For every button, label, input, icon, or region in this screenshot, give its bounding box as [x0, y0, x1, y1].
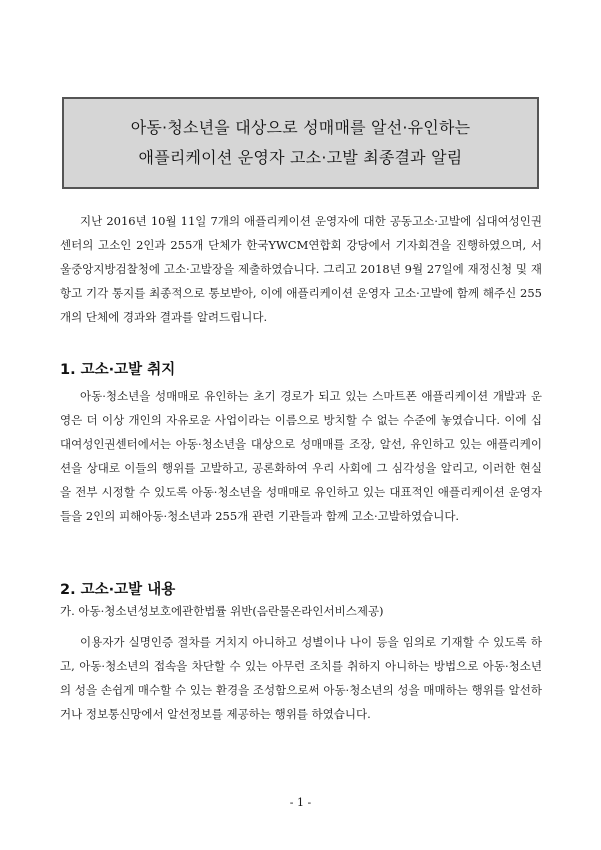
page-number: - 1 -	[289, 796, 312, 809]
section-1-heading: 1. 고소·고발 취지	[60, 362, 176, 378]
intro-paragraph: 지난 2016년 10월 11일 7개의 애플리케이션 운영자에 대한 공동고소·고발에 십대여성인권센터의 고소인 2인과 255개 단체가 한국YWCM연합회 강당에서 기자회견을 진행하였으며, 서울중앙지방검찰청에 고소·고발장을 제출하였습니다. 그리고 2018년 9월 27일에 재정신청 및 재항고 기각 통지를 최종적으로 통보받아, 이에 애플리케이션 운영자 고소·고발에 함께 해주신 255개의 단체에 경과와 결과를 알려드립니다.	[60, 214, 542, 324]
title-line-1: 아동·청소년을 대상으로 성매매를 알선·유인하는	[130, 118, 471, 137]
section-2-subheading: 가. 아동·청소년성보호에관한법률 위반(음란물온라인서비스제공)	[60, 604, 384, 618]
title-line-2: 애플리케이션 운영자 고소·고발 최종결과 알림	[138, 148, 463, 167]
section-2-body: 이용자가 실명인증 절차를 거치지 아니하고 성별이나 나이 등을 임의로 기재할 수 있도록 하고, 아동·청소년의 접속을 차단할 수 있는 아무런 조치를 취하지 아니하는 방법으로 아동·청소년의 성을 손쉽게 매수할 수 있는 환경을 조성함으로써 아동·청소년의 성을 매매하는 행위를 알선하거나 정보통신망에서 알선정보를 제공하는 행위를 하였습니다.	[60, 635, 542, 721]
title-box	[62, 97, 539, 189]
section-1-body: 아동·청소년을 성매매로 유인하는 초기 경로가 되고 있는 스마트폰 애플리케이션 개발과 운영은 더 이상 개인의 자유로운 사업이라는 이름으로 방치할 수 없는 수준에 놓였습니다. 이에 십대여성인권센터에서는 아동·청소년을 대상으로 성매매를 조장, 알선, 유인하고 있는 애플리케이션을 상대로 이들의 행위를 고발하고, 공론화하여 우리 사회에 그 심각성을 알리고, 이러한 현실을 전부 시정할 수 있도록 아동·청소년을 성매매로 유인하고 있는 대표적인 애플리케이션 운영자들을 2인의 피해아동·청소년과 255개 관련 기관들과 함께 고소·고발하였습니다.	[60, 389, 542, 523]
section-2-heading: 2. 고소·고발 내용	[60, 582, 176, 598]
